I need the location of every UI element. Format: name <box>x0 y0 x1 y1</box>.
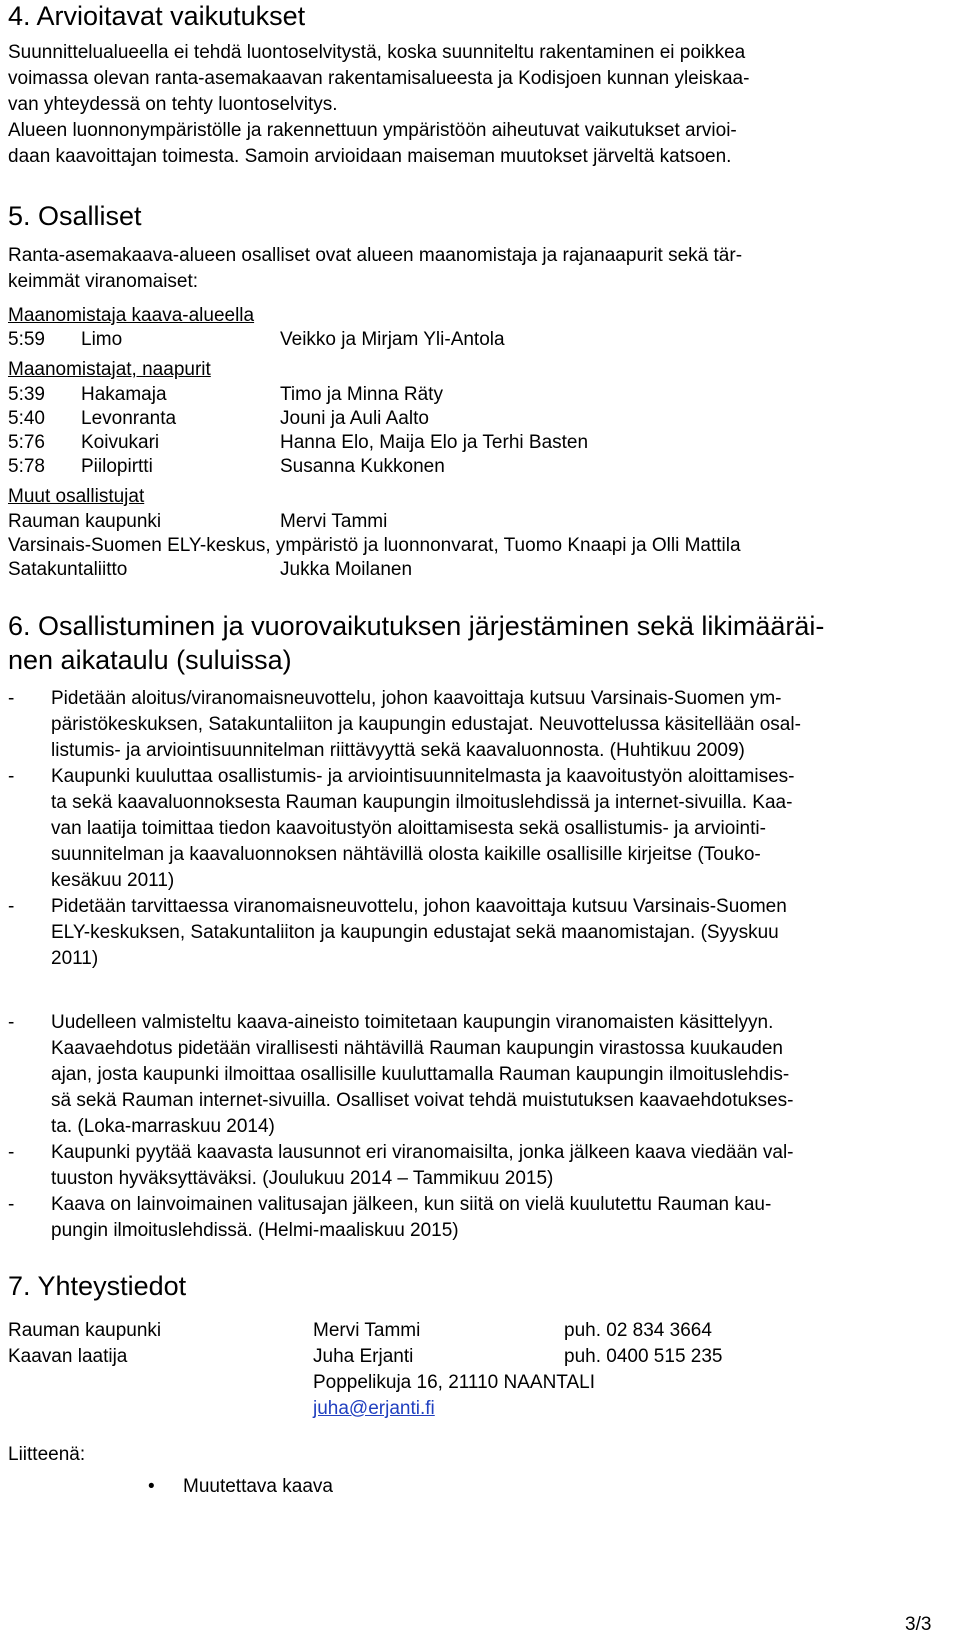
section-5-intro: keimmät viranomaiset: <box>8 271 199 292</box>
schedule-line: sä sekä Rauman internet-sivuilla. Osalliset voivat tehdä muistutuksen kaavaehdotukses- <box>51 1090 794 1111</box>
section-4-line: van yhteydessä on tehty luontoselvitys. <box>8 94 338 115</box>
section-4-line: daan kaavoittajan toimesta. Samoin arvioidaan maiseman muutokset järveltä katsoen. <box>8 146 732 167</box>
schedule-line: Kaavaehdotus pidetään virallisesti nähtävillä Rauman kaupungin virastossa kuukauden <box>51 1038 783 1059</box>
schedule-line: Pidetään aloitus/viranomaisneuvottelu, johon kaavoittaja kutsuu Varsinais-Suomen ym- <box>51 688 782 709</box>
owner-code: 5:59 <box>8 329 45 350</box>
contact-planner: Kaavan laatija <box>8 1346 128 1367</box>
neighbor-property: Koivukari <box>81 432 160 453</box>
others-city: Rauman kaupunki <box>8 511 162 532</box>
schedule-line: suunnitelman ja kaavaluonnoksen nähtävillä olosta kaikille osallisille kirjeitse (Touko- <box>51 844 761 865</box>
section-5-intro: Ranta-asemakaava-alueen osalliset ovat alueen maanomistaja ja rajanaapurit sekä tär- <box>8 245 743 266</box>
dash-marker: - <box>8 1142 15 1163</box>
section-6-heading-cont: nen aikataulu (suluissa) <box>8 645 292 675</box>
contact-city-phone: puh. 02 834 3664 <box>564 1320 712 1341</box>
attachments-label: Liitteenä: <box>8 1444 86 1465</box>
schedule-line: 2011) <box>51 948 99 969</box>
others-region-person: Jukka Moilanen <box>280 559 413 580</box>
bullet-icon: • <box>148 1476 155 1497</box>
section-7-heading: 7. Yhteystiedot <box>8 1271 187 1301</box>
contact-address: Poppelikuja 16, 21110 NAANTALI <box>313 1372 596 1393</box>
contact-city-person: Mervi Tammi <box>313 1320 421 1341</box>
section-4-line: Suunnittelualueella ei tehdä luontoselvitystä, koska suunniteltu rakentaminen ei poikkea <box>8 42 746 63</box>
others-title: Muut osallistujat <box>8 486 145 507</box>
owner-title: Maanomistaja kaava-alueella <box>8 305 255 326</box>
dash-marker: - <box>8 688 15 709</box>
schedule-line: päristökeskuksen, Satakuntaliiton ja kaupungin edustajat. Neuvottelussa käsitellään osal- <box>51 714 801 735</box>
schedule-line: van laatija toimittaa tiedon kaavoitustyön aloittamisesta sekä osallistumis- ja arviointi- <box>51 818 766 839</box>
neighbor-property: Piilopirtti <box>81 456 153 477</box>
section-5-heading: 5. Osalliset <box>8 201 142 231</box>
neighbor-code: 5:39 <box>8 384 45 405</box>
section-4-line: Alueen luonnonympäristölle ja rakennettuun ympäristöön aiheutuvat vaikutukset arvioi- <box>8 120 737 141</box>
contact-planner-phone: puh. 0400 515 235 <box>564 1346 723 1367</box>
schedule-line: Kaupunki pyytää kaavasta lausunnot eri viranomaisilta, jonka jälkeen kaava viedään val- <box>51 1142 794 1163</box>
schedule-line: kesäkuu 2011) <box>51 870 175 891</box>
neighbor-code: 5:76 <box>8 432 45 453</box>
owner-persons: Veikko ja Mirjam Yli-Antola <box>280 329 505 350</box>
neighbor-persons: Jouni ja Auli Aalto <box>280 408 429 429</box>
neighbor-property: Hakamaja <box>81 384 167 405</box>
schedule-item-5 <box>8 1140 943 1194</box>
schedule-item-4 <box>8 1010 943 1150</box>
schedule-line: ta. (Loka-marraskuu 2014) <box>51 1116 275 1137</box>
contact-planner-person: Juha Erjanti <box>313 1346 414 1367</box>
others-region: Satakuntaliitto <box>8 559 128 580</box>
contact-email-link[interactable]: juha@erjanti.fi <box>313 1398 435 1419</box>
neighbors-title: Maanomistajat, naapurit <box>8 359 211 380</box>
owner-property: Limo <box>81 329 123 350</box>
schedule-item-6 <box>8 1192 943 1246</box>
neighbor-persons: Susanna Kukkonen <box>280 456 445 477</box>
contact-city: Rauman kaupunki <box>8 1320 162 1341</box>
schedule-line: Kaava on lainvoimainen valitusajan jälkeen, kun siitä on vielä kuulutettu Rauman kau- <box>51 1194 772 1215</box>
others-ely: Varsinais-Suomen ELY-keskus, ympäristö ja luonnonvarat, Tuomo Knaapi ja Olli Mattila <box>8 535 741 556</box>
schedule-line: ajan, josta kaupunki ilmoittaa osallisille kuuluttamalla Rauman kaupungin ilmoituslehdis- <box>51 1064 790 1085</box>
schedule-line: pungin ilmoituslehdissä. (Helmi-maaliskuu 2015) <box>51 1220 459 1241</box>
page-number: 3/3 <box>905 1614 932 1635</box>
section-4-line: voimassa olevan ranta-asemakaavan rakentamisalueesta ja Kodisjoen kunnan yleiskaa- <box>8 68 750 89</box>
schedule-line: ELY-keskuksen, Satakuntaliiton ja kaupungin edustajat sekä maanomistajan. (Syyskuu <box>51 922 779 943</box>
schedule-line: ta sekä kaavaluonnoksesta Rauman kaupungin ilmoituslehdissä ja internet-sivuilla. Kaa- <box>51 792 793 813</box>
attachment-item: Muutettava kaava <box>183 1476 333 1497</box>
section-4-heading: 4. Arvioitavat vaikutukset <box>8 1 306 31</box>
dash-marker: - <box>8 896 15 917</box>
schedule-line: Uudelleen valmisteltu kaava-aineisto toimitetaan kaupungin viranomaisten käsittelyyn. <box>51 1012 774 1033</box>
neighbor-persons: Hanna Elo, Maija Elo ja Terhi Basten <box>280 432 589 453</box>
schedule-line: Kaupunki kuuluttaa osallistumis- ja arviointisuunnitelmasta ja kaavoitustyön aloittamises- <box>51 766 795 787</box>
schedule-line: Pidetään tarvittaessa viranomaisneuvottelu, johon kaavoittaja kutsuu Varsinais-Suomen <box>51 896 787 917</box>
dash-marker: - <box>8 1194 15 1215</box>
schedule-line: tuuston hyväksyttäväksi. (Joulukuu 2014 – Tammikuu 2015) <box>51 1168 554 1189</box>
section-6-heading: 6. Osallistuminen ja vuorovaikutuksen järjestäminen sekä likimääräi- <box>8 611 825 641</box>
neighbor-code: 5:40 <box>8 408 45 429</box>
schedule-item-3 <box>8 894 943 974</box>
neighbor-code: 5:78 <box>8 456 45 477</box>
dash-marker: - <box>8 766 15 787</box>
neighbor-persons: Timo ja Minna Räty <box>280 384 443 405</box>
schedule-line: listumis- ja arviointisuunnitelman riittävyyttä sekä kaavaluonnosta. (Huhtikuu 2009) <box>51 740 745 761</box>
schedule-item-2 <box>8 764 943 904</box>
dash-marker: - <box>8 1012 15 1033</box>
neighbor-property: Levonranta <box>81 408 177 429</box>
others-city-person: Mervi Tammi <box>280 511 388 532</box>
